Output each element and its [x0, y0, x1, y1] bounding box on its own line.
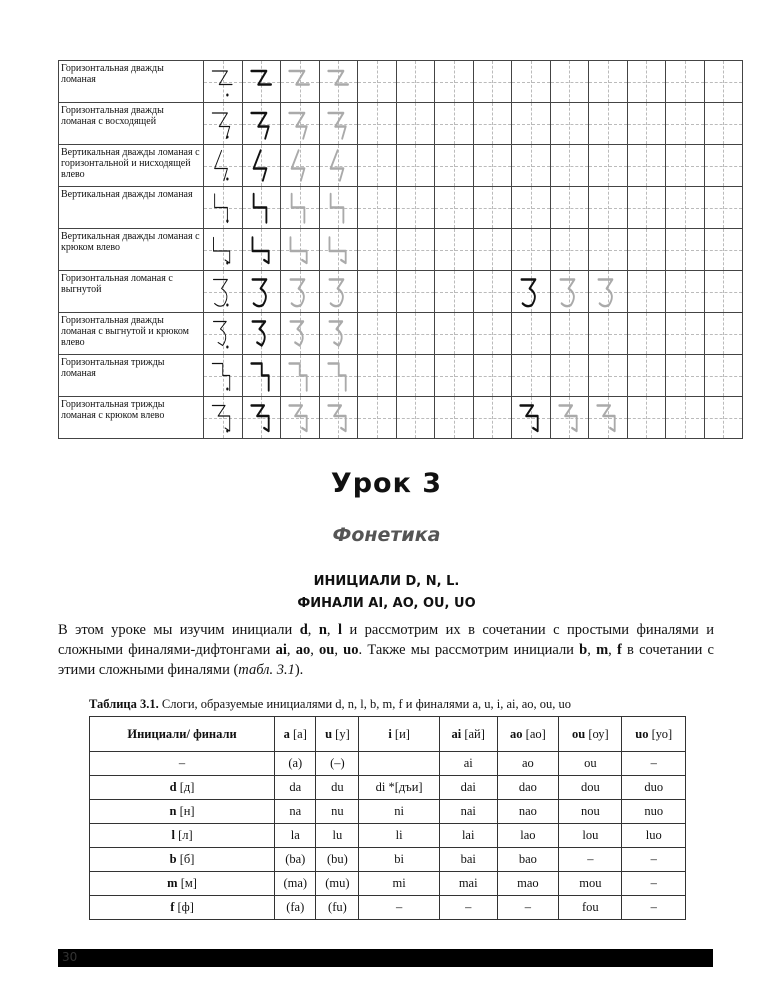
- practice-cell: [281, 271, 320, 313]
- practice-cell: [627, 229, 666, 271]
- practice-cell: [319, 271, 358, 313]
- practice-cell: [281, 61, 320, 103]
- practice-row: [59, 103, 743, 145]
- practice-cell: [627, 397, 666, 439]
- practice-row: [59, 187, 743, 229]
- syllable-cell: dao: [497, 776, 559, 800]
- stroke-glyph: [249, 65, 275, 98]
- practice-cell: [204, 229, 243, 271]
- practice-cell: [281, 187, 320, 229]
- practice-row: [59, 397, 743, 439]
- syllable-cell: (bu): [316, 848, 359, 872]
- stroke-glyph: [249, 149, 275, 182]
- stroke-name: Горизонтальная трижды ломаная: [59, 355, 204, 397]
- practice-cell: [550, 229, 589, 271]
- stroke-glyph: [326, 107, 352, 140]
- practice-cell: [319, 397, 358, 439]
- practice-cell: [396, 229, 435, 271]
- practice-row: [59, 229, 743, 271]
- syllable-cell: (ba): [275, 848, 316, 872]
- practice-row: [59, 145, 743, 187]
- practice-cell: [358, 271, 397, 313]
- stroke-glyph: [210, 401, 236, 434]
- syllable-cell: –: [622, 848, 686, 872]
- practice-cell: [627, 187, 666, 229]
- practice-cell: [550, 187, 589, 229]
- syllable-cell: lou: [559, 824, 622, 848]
- syllable-cell: lao: [497, 824, 559, 848]
- table-row: [90, 848, 686, 872]
- corner-header: Инициали/ финали: [90, 717, 275, 752]
- stroke-glyph: [249, 191, 275, 224]
- practice-cell: [704, 397, 743, 439]
- practice-cell: [512, 355, 551, 397]
- practice-cell: [281, 397, 320, 439]
- section-title: Фонетика: [332, 524, 441, 546]
- syllable-cell: na: [275, 800, 316, 824]
- practice-cell: [512, 145, 551, 187]
- stroke-glyph: [210, 275, 236, 308]
- practice-cell: [242, 145, 281, 187]
- final-header: a [а]: [275, 717, 316, 752]
- practice-cell: [396, 145, 435, 187]
- practice-cell: [396, 397, 435, 439]
- practice-cell: [704, 229, 743, 271]
- syllable-cell: lai: [439, 824, 497, 848]
- stroke-practice-grid: [58, 60, 743, 439]
- syllable-cell: fou: [559, 896, 622, 920]
- syllable-cell: ao: [497, 752, 559, 776]
- practice-cell: [589, 271, 628, 313]
- final-header: u [у]: [316, 717, 359, 752]
- stroke-name: Вертикальная дважды ломаная с горизонтальной и нисходящей влево: [59, 145, 204, 187]
- stroke-glyph: [326, 65, 352, 98]
- syllable-cell: –: [359, 896, 439, 920]
- practice-cell: [666, 397, 705, 439]
- syllable-cell: mi: [359, 872, 439, 896]
- practice-cell: [319, 355, 358, 397]
- practice-cell: [589, 103, 628, 145]
- syllable-cell: lu: [316, 824, 359, 848]
- practice-cell: [319, 229, 358, 271]
- syllable-cell: (ma): [275, 872, 316, 896]
- stroke-glyph: [518, 401, 544, 434]
- syllable-cell: nai: [439, 800, 497, 824]
- practice-cell: [435, 229, 474, 271]
- syllable-cell: mai: [439, 872, 497, 896]
- practice-cell: [704, 187, 743, 229]
- practice-cell: [666, 187, 705, 229]
- practice-cell: [242, 229, 281, 271]
- practice-cell: [627, 145, 666, 187]
- practice-cell: [319, 103, 358, 145]
- practice-cell: [281, 229, 320, 271]
- practice-cell: [396, 313, 435, 355]
- final-header: i [и]: [359, 717, 439, 752]
- lesson-title: Урок 3: [330, 468, 443, 499]
- practice-cell: [319, 313, 358, 355]
- practice-cell: [473, 313, 512, 355]
- practice-cell: [473, 397, 512, 439]
- practice-cell: [589, 313, 628, 355]
- practice-cell: [512, 271, 551, 313]
- practice-cell: [473, 271, 512, 313]
- practice-row: [59, 271, 743, 313]
- syllable-cell: ni: [359, 800, 439, 824]
- practice-cell: [204, 313, 243, 355]
- syllable-cell: la: [275, 824, 316, 848]
- stroke-glyph: [326, 359, 352, 392]
- practice-cell: [358, 313, 397, 355]
- practice-cell: [204, 145, 243, 187]
- practice-cell: [550, 103, 589, 145]
- practice-cell: [512, 103, 551, 145]
- practice-cell: [627, 103, 666, 145]
- syllable-cell: li: [359, 824, 439, 848]
- stroke-name: Вертикальная дважды ломаная с крюком влево: [59, 229, 204, 271]
- stroke-name: Горизонтальная ломаная с выгнутой: [59, 271, 204, 313]
- practice-cell: [473, 61, 512, 103]
- practice-cell: [358, 229, 397, 271]
- practice-cell: [204, 187, 243, 229]
- practice-cell: [589, 187, 628, 229]
- practice-cell: [358, 355, 397, 397]
- practice-row: [59, 355, 743, 397]
- subheading-initials: ИНИЦИАЛИ D, N, L.: [313, 574, 460, 589]
- stroke-glyph: [249, 275, 275, 308]
- stroke-name: Горизонтальная дважды ломаная с выгнутой и крюком влево: [59, 313, 204, 355]
- practice-cell: [281, 313, 320, 355]
- final-header: uo [уо]: [622, 717, 686, 752]
- syllable-cell: (a): [275, 752, 316, 776]
- initial-header: m [м]: [90, 872, 275, 896]
- page-footer: [58, 949, 713, 967]
- practice-cell: [627, 313, 666, 355]
- syllable-cell: bao: [497, 848, 559, 872]
- stroke-glyph: [249, 359, 275, 392]
- stroke-name: Горизонтальная дважды ломаная: [59, 61, 204, 103]
- initial-header: –: [90, 752, 275, 776]
- practice-cell: [242, 271, 281, 313]
- table-row: [90, 872, 686, 896]
- stroke-glyph: [326, 149, 352, 182]
- practice-cell: [589, 397, 628, 439]
- stroke-glyph: [557, 275, 583, 308]
- syllable-cell: nuo: [622, 800, 686, 824]
- syllable-cell: –: [622, 896, 686, 920]
- stroke-glyph: [595, 401, 621, 434]
- stroke-glyph: [249, 107, 275, 140]
- table-row: [90, 824, 686, 848]
- practice-cell: [319, 61, 358, 103]
- practice-cell: [550, 61, 589, 103]
- subheading-finals: ФИНАЛИ AI, AO, OU, UO: [297, 596, 476, 611]
- stroke-glyph: [210, 317, 236, 350]
- practice-cell: [396, 61, 435, 103]
- stroke-glyph: [287, 233, 313, 266]
- practice-cell: [358, 145, 397, 187]
- stroke-glyph: [287, 107, 313, 140]
- syllable-cell: nao: [497, 800, 559, 824]
- practice-cell: [512, 187, 551, 229]
- stroke-glyph: [287, 191, 313, 224]
- syllable-cell: (mu): [316, 872, 359, 896]
- practice-cell: [704, 313, 743, 355]
- stroke-glyph: [249, 317, 275, 350]
- initial-header: d [д]: [90, 776, 275, 800]
- syllable-cell: duo: [622, 776, 686, 800]
- syllable-cell: ai: [439, 752, 497, 776]
- practice-cell: [666, 145, 705, 187]
- practice-cell: [242, 313, 281, 355]
- practice-cell: [242, 397, 281, 439]
- practice-cell: [435, 397, 474, 439]
- practice-cell: [319, 187, 358, 229]
- practice-cell: [550, 271, 589, 313]
- practice-cell: [627, 355, 666, 397]
- stroke-name: Вертикальная дважды ломаная: [59, 187, 204, 229]
- stroke-glyph: [287, 401, 313, 434]
- practice-cell: [204, 355, 243, 397]
- practice-cell: [666, 61, 705, 103]
- stroke-glyph: [210, 107, 236, 140]
- stroke-glyph: [287, 317, 313, 350]
- practice-cell: [704, 355, 743, 397]
- syllable-cell: mao: [497, 872, 559, 896]
- practice-cell: [396, 271, 435, 313]
- practice-cell: [704, 61, 743, 103]
- syllable-cell: nu: [316, 800, 359, 824]
- stroke-glyph: [249, 233, 275, 266]
- table-row: [90, 800, 686, 824]
- stroke-glyph: [557, 401, 583, 434]
- practice-row: [59, 313, 743, 355]
- syllable-cell: di *[дъи]: [359, 776, 439, 800]
- practice-cell: [204, 397, 243, 439]
- practice-cell: [242, 187, 281, 229]
- practice-cell: [666, 229, 705, 271]
- practice-cell: [281, 355, 320, 397]
- practice-cell: [666, 103, 705, 145]
- practice-cell: [358, 397, 397, 439]
- practice-cell: [473, 145, 512, 187]
- syllable-cell: bi: [359, 848, 439, 872]
- syllable-cell: dou: [559, 776, 622, 800]
- final-header: ou [оу]: [559, 717, 622, 752]
- practice-cell: [435, 187, 474, 229]
- stroke-glyph: [249, 401, 275, 434]
- stroke-glyph: [326, 233, 352, 266]
- initial-header: f [ф]: [90, 896, 275, 920]
- practice-cell: [204, 103, 243, 145]
- practice-cell: [512, 313, 551, 355]
- practice-cell: [512, 229, 551, 271]
- syllable-cell: luo: [622, 824, 686, 848]
- stroke-glyph: [326, 191, 352, 224]
- table-caption: Таблица 3.1. Слоги, образуемые инициалями d, n, l, b, m, f и финалями a, u, i, ai, ao, ou, uo: [89, 697, 572, 711]
- final-header: ao [ао]: [497, 717, 559, 752]
- syllable-cell: bai: [439, 848, 497, 872]
- practice-cell: [550, 145, 589, 187]
- practice-cell: [589, 355, 628, 397]
- page-number: 30: [62, 950, 78, 964]
- syllable-cell: –: [497, 896, 559, 920]
- syllable-cell: (fa): [275, 896, 316, 920]
- stroke-name: Горизонтальная трижды ломаная с крюком влево: [59, 397, 204, 439]
- stroke-glyph: [287, 149, 313, 182]
- stroke-glyph: [326, 401, 352, 434]
- practice-cell: [319, 145, 358, 187]
- syllable-cell: du: [316, 776, 359, 800]
- practice-cell: [281, 145, 320, 187]
- practice-cell: [704, 145, 743, 187]
- practice-cell: [358, 187, 397, 229]
- practice-cell: [204, 61, 243, 103]
- syllable-cell: (fu): [316, 896, 359, 920]
- practice-cell: [473, 229, 512, 271]
- practice-cell: [435, 271, 474, 313]
- practice-cell: [204, 271, 243, 313]
- practice-cell: [358, 61, 397, 103]
- practice-cell: [666, 271, 705, 313]
- stroke-name: Горизонтальная дважды ломаная с восходящей: [59, 103, 204, 145]
- stroke-glyph: [287, 359, 313, 392]
- final-header: ai [ай]: [439, 717, 497, 752]
- practice-cell: [435, 103, 474, 145]
- stroke-glyph: [595, 275, 621, 308]
- practice-cell: [242, 61, 281, 103]
- table-row: [90, 896, 686, 920]
- practice-cell: [512, 397, 551, 439]
- practice-cell: [550, 397, 589, 439]
- syllable-cell: –: [622, 752, 686, 776]
- stroke-glyph: [287, 65, 313, 98]
- syllable-cell: nou: [559, 800, 622, 824]
- stroke-glyph: [210, 65, 236, 98]
- stroke-glyph: [287, 275, 313, 308]
- practice-cell: [704, 103, 743, 145]
- practice-cell: [666, 313, 705, 355]
- practice-cell: [242, 355, 281, 397]
- syllable-cell: –: [622, 872, 686, 896]
- syllable-cell: –: [439, 896, 497, 920]
- practice-cell: [704, 271, 743, 313]
- practice-cell: [550, 313, 589, 355]
- syllable-cell: –: [559, 848, 622, 872]
- table-row: [90, 776, 686, 800]
- stroke-glyph: [326, 317, 352, 350]
- practice-cell: [627, 271, 666, 313]
- stroke-glyph: [210, 149, 236, 182]
- practice-cell: [473, 355, 512, 397]
- syllable-cell: mou: [559, 872, 622, 896]
- syllable-cell: (–): [316, 752, 359, 776]
- practice-cell: [627, 61, 666, 103]
- practice-cell: [435, 313, 474, 355]
- practice-cell: [435, 145, 474, 187]
- practice-cell: [435, 61, 474, 103]
- practice-cell: [358, 103, 397, 145]
- stroke-glyph: [210, 233, 236, 266]
- stroke-glyph: [210, 359, 236, 392]
- syllable-cell: [359, 752, 439, 776]
- practice-cell: [396, 103, 435, 145]
- syllable-cell: dai: [439, 776, 497, 800]
- stroke-glyph: [326, 275, 352, 308]
- practice-cell: [550, 355, 589, 397]
- practice-cell: [242, 103, 281, 145]
- intro-paragraph: В этом уроке мы изучим инициали d, n, l и рассмотрим их в сочетании с простыми финалями и сложными финалями-дифтонгами ai, ao, ou, uo. Также мы рассмотрим инициали b, m, f в сочетании с этими сложными финалями (табл. 3.1).: [58, 622, 715, 678]
- syllable-cell: ou: [559, 752, 622, 776]
- practice-cell: [396, 355, 435, 397]
- practice-row: [59, 61, 743, 103]
- practice-cell: [589, 61, 628, 103]
- practice-cell: [473, 187, 512, 229]
- stroke-glyph: [210, 191, 236, 224]
- table-row: [90, 752, 686, 776]
- practice-cell: [473, 103, 512, 145]
- practice-cell: [589, 229, 628, 271]
- practice-cell: [512, 61, 551, 103]
- practice-cell: [281, 103, 320, 145]
- initial-header: l [л]: [90, 824, 275, 848]
- practice-cell: [666, 355, 705, 397]
- practice-cell: [435, 355, 474, 397]
- initial-header: n [н]: [90, 800, 275, 824]
- practice-cell: [396, 187, 435, 229]
- initial-header: b [б]: [90, 848, 275, 872]
- syllable-cell: da: [275, 776, 316, 800]
- practice-cell: [589, 145, 628, 187]
- syllable-table: [89, 716, 686, 920]
- stroke-glyph: [518, 275, 544, 308]
